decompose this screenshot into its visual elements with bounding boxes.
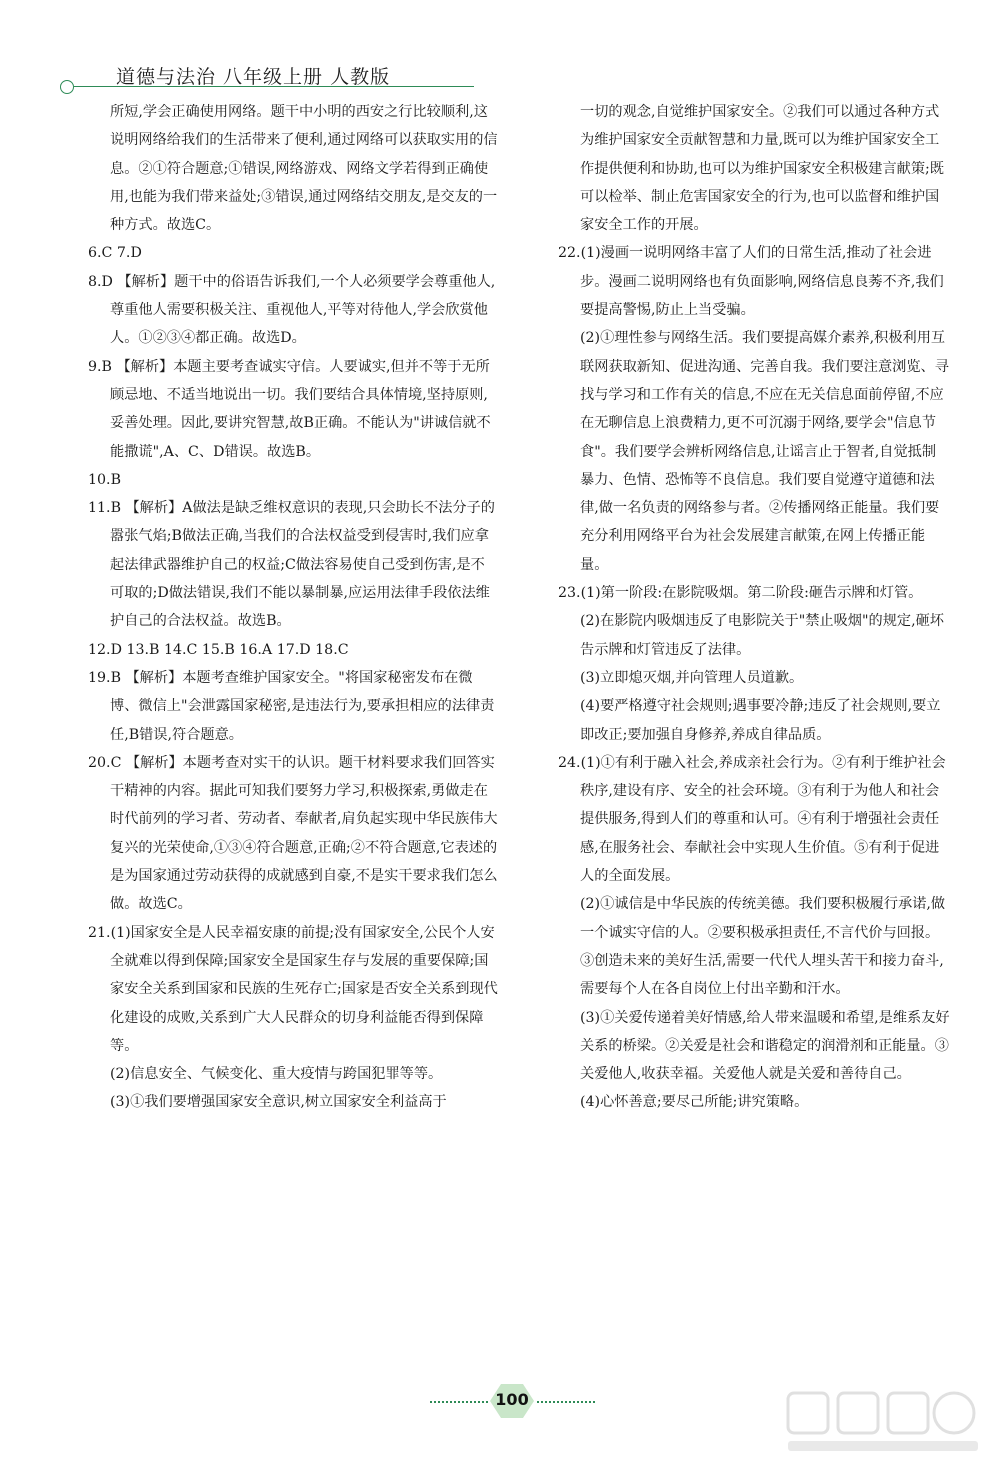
answer-paragraph: 19.B 【解析】本题考查维护国家安全。"将国家秘密发布在微博、微信上"会泄露国家秘密,是违法行为,要承担相应的法律责任,B错误,符合题意。 bbox=[88, 669, 495, 743]
footer-dots-right bbox=[537, 1401, 595, 1403]
answer-paragraph: (3)立即熄灭烟,并向管理人员道歉。 bbox=[580, 669, 804, 686]
answer-paragraph: 所短,学会正确使用网络。题干中小明的西安之行比较顺利,这说明网络给我们的生活带来了便利,通过网络可以获取实用的信息。②①符合题意;①错误,网络游戏、网络文学若得到正确使用,也能为我们带来益处;③错误,通过网络结交朋友,是交友的一种方式。故选C。 bbox=[110, 104, 498, 234]
answer-paragraph: 23.(1)第一阶段:在影院吸烟。第二阶段:砸告示牌和灯管。 bbox=[558, 585, 923, 602]
answer-paragraph: (2)①理性参与网络生活。我们要提高媒介素养,积极利用互联网获取新知、促进沟通、完善自我。我们要注意浏览、寻找与学习和工作有关的信息,不应在无关信息面前停留,不应在无聊信息上浪费精力,更不可沉溺于网络,要学会"信息节食"。我们要学会辨析网络信息,让谣言止于智者,自觉抵制暴力、色情、恐怖等不良信息。我们要自觉遵守道德和法律,做一名负责的网络参与者。②传播网络正能量。我们要充分利用网络平台为社会发展建言献策,在网上传播正能量。 bbox=[580, 330, 949, 573]
page-number: 100 bbox=[495, 1390, 529, 1409]
answer-paragraph: 24.(1)①有利于融入社会,养成亲社会行为。②有利于维护社会秩序,建设有序、安全的社会环境。③有利于为他人和社会提供服务,得到人们的尊重和认可。④有利于增强社会责任感,在服务社会、奉献社会中实现人生价值。⑤有利于促进人的全面发展。 bbox=[558, 754, 946, 885]
answer-paragraph: 20.C 【解析】本题考查对实干的认识。题干材料要求我们回答实干精神的内容。据此可知我们要努力学习,积极探索,勇做走在时代前列的学习者、劳动者、奉献者,肩负起实现中华民族伟大复兴的光荣使命,①③④符合题意,正确;②不符合题意,它表述的是为国家通过劳动获得的成就感到自豪,不是实干要求我们怎么做。故选C。 bbox=[88, 754, 498, 913]
answer-paragraph: 21.(1)国家安全是人民幸福安康的前提;没有国家安全,公民个人安全就难以得到保障;国家安全是国家生存与发展的重要保障;国家安全关系到国家和民族的生死存亡;国家是否安全关系到现代化建设的成败,关系到广大人民群众的切身利益能否得到保障等。 bbox=[88, 924, 498, 1054]
right-column bbox=[558, 98, 950, 1117]
answer-paragraph: (2)在影院内吸烟违反了电影院关于"禁止吸烟"的规定,砸坏告示牌和灯管违反了法律。 bbox=[580, 613, 944, 658]
answer-paragraph: (2)信息安全、气候变化、重大疫情与跨国犯罪等等。 bbox=[110, 1066, 443, 1083]
watermark-logo-icon bbox=[782, 1387, 982, 1457]
answer-paragraph: (4)心怀善意;要尽己所能;讲究策略。 bbox=[580, 1094, 809, 1111]
answer-paragraph: (4)要严格遵守社会规则;遇事要冷静;违反了社会规则,要立即改正;要加强自身修养,养成自律品质。 bbox=[580, 698, 941, 743]
answer-paragraph: 一切的观念,自觉维护国家安全。②我们可以通过各种方式为维护国家安全贡献智慧和力量,既可以为维护国家安全工作提供便利和协助,也可以为维护国家安全积极建言献策;既可以检举、制止危害国家安全的行为,也可以监督和维护国家安全工作的开展。 bbox=[580, 104, 944, 234]
answer-paragraph: 9.B 【解析】本题主要考查诚实守信。人要诚实,但并不等于无所顾忌地、不适当地说出一切。我们要结合具体情境,坚持原则,妥善处理。因此,要讲究智慧,故B正确。不能认为"讲诚信就不能撒谎",A、C、D错误。故选B。 bbox=[88, 358, 491, 460]
book-title: 道德与法治 八年级上册 人教版 bbox=[116, 66, 391, 88]
answer-paragraph: (3)①关爱传递着美好情感,给人带来温暖和希望,是维系友好关系的桥梁。②关爱是社会和谐稳定的润滑剂和正能量。③关爱他人,收获幸福。关爱他人就是关爱和善待自己。 bbox=[580, 1009, 950, 1083]
page-header bbox=[60, 58, 480, 98]
answer-paragraph: (3)①我们要增强国家安全意识,树立国家安全利益高于 bbox=[110, 1094, 447, 1111]
answer-paragraph: 12.D 13.B 14.C 15.B 16.A 17.D 18.C bbox=[88, 641, 349, 658]
footer-dots-left bbox=[430, 1401, 488, 1403]
answer-paragraph: (2)①诚信是中华民族的传统美德。我们要积极履行承诺,做一个诚实守信的人。②要积极承担责任,不言代价与回报。③创造未来的美好生活,需要一代代人埋头苦干和接力奋斗,需要每个人在各自岗位上付出辛勤和汗水。 bbox=[580, 896, 946, 998]
header-ornament-icon bbox=[60, 80, 74, 94]
left-column bbox=[88, 98, 498, 1117]
answer-paragraph: 10.B bbox=[88, 471, 121, 488]
answer-paragraph: 11.B 【解析】A做法是缺乏维权意识的表现,只会助长不法分子的嚣张气焰;B做法正确,当我们的合法权益受到侵害时,我们应拿起法律武器维护自己的权益;C做法容易使自己受到伤害,是不可取的;D做法错误,我们不能以暴制暴,应运用法律手段依法维护自己的合法权益。故选B。 bbox=[88, 500, 495, 630]
answer-paragraph: 6.C 7.D bbox=[88, 245, 142, 262]
answer-paragraph: 22.(1)漫画一说明网络丰富了人们的日常生活,推动了社会进步。漫画二说明网络也有负面影响,网络信息良莠不齐,我们要提高警惕,防止上当受骗。 bbox=[558, 245, 944, 319]
answer-paragraph: 8.D 【解析】题干中的俗语告诉我们,一个人必须要学会尊重他人,尊重他人需要积极关注、重视他人,平等对待他人,学会欣赏他人。①②③④都正确。故选D。 bbox=[88, 273, 496, 347]
page-footer bbox=[430, 1384, 595, 1418]
